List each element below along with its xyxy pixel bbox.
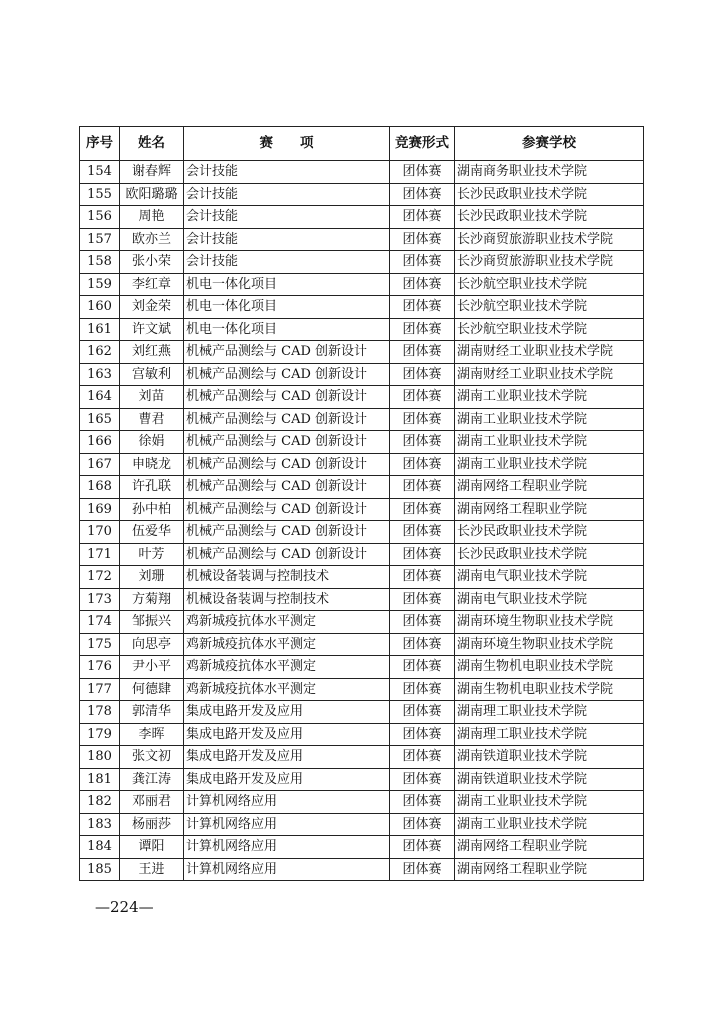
cell-event: 会计技能 <box>184 251 390 274</box>
cell-form: 团体赛 <box>390 341 455 364</box>
cell-event: 会计技能 <box>184 228 390 251</box>
cell-name: 张文初 <box>120 746 184 769</box>
cell-school: 湖南生物机电职业技术学院 <box>455 656 644 679</box>
cell-form: 团体赛 <box>390 183 455 206</box>
cell-name: 欧亦兰 <box>120 228 184 251</box>
cell-no: 154 <box>80 161 120 184</box>
cell-name: 龚江涛 <box>120 768 184 791</box>
cell-no: 183 <box>80 813 120 836</box>
cell-no: 180 <box>80 746 120 769</box>
cell-form: 团体赛 <box>390 228 455 251</box>
table-row <box>80 588 644 611</box>
cell-form: 团体赛 <box>390 791 455 814</box>
cell-event: 机械设备装调与控制技术 <box>184 566 390 589</box>
cell-event: 机械产品测绘与 CAD 创新设计 <box>184 431 390 454</box>
cell-school: 湖南环境生物职业技术学院 <box>455 633 644 656</box>
cell-no: 161 <box>80 318 120 341</box>
table-row <box>80 656 644 679</box>
table-row <box>80 723 644 746</box>
cell-no: 169 <box>80 498 120 521</box>
cell-no: 177 <box>80 678 120 701</box>
cell-form: 团体赛 <box>390 498 455 521</box>
cell-event: 集成电路开发及应用 <box>184 768 390 791</box>
cell-school: 长沙商贸旅游职业技术学院 <box>455 251 644 274</box>
cell-name: 曹君 <box>120 408 184 431</box>
cell-event: 机械产品测绘与 CAD 创新设计 <box>184 341 390 364</box>
cell-event: 会计技能 <box>184 183 390 206</box>
cell-event: 鸡新城疫抗体水平测定 <box>184 678 390 701</box>
cell-name: 杨丽莎 <box>120 813 184 836</box>
cell-name: 徐娟 <box>120 431 184 454</box>
cell-name: 方菊翔 <box>120 588 184 611</box>
table-row <box>80 161 644 184</box>
cell-event: 机械设备装调与控制技术 <box>184 588 390 611</box>
cell-name: 刘红燕 <box>120 341 184 364</box>
table-row <box>80 836 644 859</box>
cell-no: 171 <box>80 543 120 566</box>
cell-school: 长沙民政职业技术学院 <box>455 206 644 229</box>
cell-event: 机械产品测绘与 CAD 创新设计 <box>184 453 390 476</box>
table-row <box>80 521 644 544</box>
page-number: —224— <box>95 898 154 916</box>
cell-no: 172 <box>80 566 120 589</box>
cell-form: 团体赛 <box>390 206 455 229</box>
cell-name: 何德肆 <box>120 678 184 701</box>
cell-event: 计算机网络应用 <box>184 791 390 814</box>
cell-school: 湖南工业职业技术学院 <box>455 408 644 431</box>
cell-form: 团体赛 <box>390 836 455 859</box>
cell-form: 团体赛 <box>390 521 455 544</box>
cell-no: 178 <box>80 701 120 724</box>
cell-name: 尹小平 <box>120 656 184 679</box>
table-row <box>80 296 644 319</box>
cell-school: 湖南环境生物职业技术学院 <box>455 611 644 634</box>
cell-name: 许文斌 <box>120 318 184 341</box>
cell-name: 周艳 <box>120 206 184 229</box>
table-row <box>80 183 644 206</box>
cell-form: 团体赛 <box>390 296 455 319</box>
cell-no: 181 <box>80 768 120 791</box>
cell-event: 集成电路开发及应用 <box>184 723 390 746</box>
table-row <box>80 858 644 881</box>
cell-event: 计算机网络应用 <box>184 813 390 836</box>
cell-school: 湖南电气职业技术学院 <box>455 588 644 611</box>
cell-form: 团体赛 <box>390 273 455 296</box>
cell-no: 166 <box>80 431 120 454</box>
cell-no: 168 <box>80 476 120 499</box>
cell-school: 湖南工业职业技术学院 <box>455 453 644 476</box>
cell-event: 机械产品测绘与 CAD 创新设计 <box>184 408 390 431</box>
table-row <box>80 498 644 521</box>
table-row <box>80 206 644 229</box>
cell-form: 团体赛 <box>390 701 455 724</box>
cell-name: 向思亭 <box>120 633 184 656</box>
cell-no: 156 <box>80 206 120 229</box>
cell-school: 湖南生物机电职业技术学院 <box>455 678 644 701</box>
cell-name: 王进 <box>120 858 184 881</box>
cell-form: 团体赛 <box>390 363 455 386</box>
cell-no: 167 <box>80 453 120 476</box>
cell-event: 鸡新城疫抗体水平测定 <box>184 633 390 656</box>
participants-table <box>79 126 644 881</box>
table-row <box>80 633 644 656</box>
cell-school: 长沙航空职业技术学院 <box>455 296 644 319</box>
cell-school: 湖南工业职业技术学院 <box>455 431 644 454</box>
header-no: 序号 <box>80 127 120 161</box>
cell-name: 李晖 <box>120 723 184 746</box>
header-row <box>80 127 644 161</box>
cell-form: 团体赛 <box>390 723 455 746</box>
cell-event: 机械产品测绘与 CAD 创新设计 <box>184 521 390 544</box>
cell-form: 团体赛 <box>390 768 455 791</box>
cell-form: 团体赛 <box>390 476 455 499</box>
cell-form: 团体赛 <box>390 656 455 679</box>
table-row <box>80 768 644 791</box>
cell-school: 湖南财经工业职业技术学院 <box>455 341 644 364</box>
cell-name: 邹振兴 <box>120 611 184 634</box>
cell-school: 长沙民政职业技术学院 <box>455 521 644 544</box>
cell-form: 团体赛 <box>390 251 455 274</box>
cell-name: 许孔联 <box>120 476 184 499</box>
cell-name: 刘苗 <box>120 386 184 409</box>
cell-name: 宫敏利 <box>120 363 184 386</box>
table-row <box>80 543 644 566</box>
cell-name: 伍爱华 <box>120 521 184 544</box>
table-row <box>80 431 644 454</box>
table-header <box>80 127 644 161</box>
cell-form: 团体赛 <box>390 611 455 634</box>
table-row <box>80 318 644 341</box>
cell-name: 叶芳 <box>120 543 184 566</box>
header-event: 赛 项 <box>184 127 390 161</box>
cell-form: 团体赛 <box>390 318 455 341</box>
cell-school: 长沙民政职业技术学院 <box>455 183 644 206</box>
cell-event: 鸡新城疫抗体水平测定 <box>184 656 390 679</box>
cell-form: 团体赛 <box>390 678 455 701</box>
cell-school: 长沙商贸旅游职业技术学院 <box>455 228 644 251</box>
cell-no: 179 <box>80 723 120 746</box>
table-row <box>80 611 644 634</box>
cell-name: 张小荣 <box>120 251 184 274</box>
cell-no: 170 <box>80 521 120 544</box>
cell-event: 机械产品测绘与 CAD 创新设计 <box>184 498 390 521</box>
cell-name: 谭阳 <box>120 836 184 859</box>
cell-school: 湖南网络工程职业学院 <box>455 498 644 521</box>
table-row <box>80 453 644 476</box>
cell-school: 湖南工业职业技术学院 <box>455 791 644 814</box>
cell-no: 164 <box>80 386 120 409</box>
cell-school: 湖南电气职业技术学院 <box>455 566 644 589</box>
cell-event: 机械产品测绘与 CAD 创新设计 <box>184 363 390 386</box>
table-row <box>80 701 644 724</box>
cell-no: 165 <box>80 408 120 431</box>
cell-event: 机械产品测绘与 CAD 创新设计 <box>184 476 390 499</box>
cell-form: 团体赛 <box>390 633 455 656</box>
cell-school: 湖南工业职业技术学院 <box>455 813 644 836</box>
cell-event: 会计技能 <box>184 161 390 184</box>
table-body <box>80 161 644 881</box>
table-row <box>80 363 644 386</box>
cell-school: 湖南网络工程职业学院 <box>455 858 644 881</box>
table-row <box>80 341 644 364</box>
cell-form: 团体赛 <box>390 588 455 611</box>
cell-school: 湖南网络工程职业学院 <box>455 476 644 499</box>
table-row <box>80 251 644 274</box>
cell-no: 185 <box>80 858 120 881</box>
table-row <box>80 476 644 499</box>
cell-name: 欧阳璐璐 <box>120 183 184 206</box>
cell-name: 刘珊 <box>120 566 184 589</box>
cell-school: 湖南理工职业技术学院 <box>455 723 644 746</box>
cell-form: 团体赛 <box>390 543 455 566</box>
header-form: 竞赛形式 <box>390 127 455 161</box>
table-row <box>80 746 644 769</box>
cell-no: 174 <box>80 611 120 634</box>
table-row <box>80 408 644 431</box>
table-row <box>80 678 644 701</box>
cell-no: 163 <box>80 363 120 386</box>
cell-no: 158 <box>80 251 120 274</box>
cell-no: 162 <box>80 341 120 364</box>
cell-event: 计算机网络应用 <box>184 858 390 881</box>
cell-school: 长沙航空职业技术学院 <box>455 273 644 296</box>
cell-school: 湖南商务职业技术学院 <box>455 161 644 184</box>
table-row <box>80 386 644 409</box>
cell-school: 湖南网络工程职业学院 <box>455 836 644 859</box>
cell-name: 谢春辉 <box>120 161 184 184</box>
cell-name: 孙中柏 <box>120 498 184 521</box>
cell-form: 团体赛 <box>390 858 455 881</box>
cell-form: 团体赛 <box>390 431 455 454</box>
cell-school: 湖南工业职业技术学院 <box>455 386 644 409</box>
cell-name: 邓丽君 <box>120 791 184 814</box>
cell-name: 李红章 <box>120 273 184 296</box>
table-row <box>80 273 644 296</box>
cell-no: 160 <box>80 296 120 319</box>
cell-school: 长沙民政职业技术学院 <box>455 543 644 566</box>
cell-form: 团体赛 <box>390 813 455 836</box>
table-row <box>80 791 644 814</box>
cell-event: 会计技能 <box>184 206 390 229</box>
cell-no: 175 <box>80 633 120 656</box>
cell-no: 157 <box>80 228 120 251</box>
cell-form: 团体赛 <box>390 386 455 409</box>
cell-event: 集成电路开发及应用 <box>184 701 390 724</box>
cell-event: 机电一体化项目 <box>184 296 390 319</box>
cell-event: 机械产品测绘与 CAD 创新设计 <box>184 543 390 566</box>
cell-name: 郭清华 <box>120 701 184 724</box>
cell-school: 湖南铁道职业技术学院 <box>455 746 644 769</box>
cell-event: 机电一体化项目 <box>184 318 390 341</box>
cell-name: 刘金荣 <box>120 296 184 319</box>
cell-no: 184 <box>80 836 120 859</box>
table-row <box>80 566 644 589</box>
cell-event: 机械产品测绘与 CAD 创新设计 <box>184 386 390 409</box>
cell-form: 团体赛 <box>390 161 455 184</box>
cell-event: 机电一体化项目 <box>184 273 390 296</box>
cell-school: 湖南财经工业职业技术学院 <box>455 363 644 386</box>
cell-school: 湖南铁道职业技术学院 <box>455 768 644 791</box>
cell-no: 159 <box>80 273 120 296</box>
header-name: 姓名 <box>120 127 184 161</box>
cell-form: 团体赛 <box>390 408 455 431</box>
cell-school: 长沙航空职业技术学院 <box>455 318 644 341</box>
cell-no: 182 <box>80 791 120 814</box>
cell-no: 176 <box>80 656 120 679</box>
cell-name: 申晓龙 <box>120 453 184 476</box>
table-row <box>80 813 644 836</box>
cell-no: 173 <box>80 588 120 611</box>
cell-form: 团体赛 <box>390 566 455 589</box>
table-row <box>80 228 644 251</box>
header-school: 参赛学校 <box>455 127 644 161</box>
cell-event: 鸡新城疫抗体水平测定 <box>184 611 390 634</box>
cell-form: 团体赛 <box>390 453 455 476</box>
cell-school: 湖南理工职业技术学院 <box>455 701 644 724</box>
cell-form: 团体赛 <box>390 746 455 769</box>
cell-no: 155 <box>80 183 120 206</box>
cell-event: 计算机网络应用 <box>184 836 390 859</box>
cell-event: 集成电路开发及应用 <box>184 746 390 769</box>
